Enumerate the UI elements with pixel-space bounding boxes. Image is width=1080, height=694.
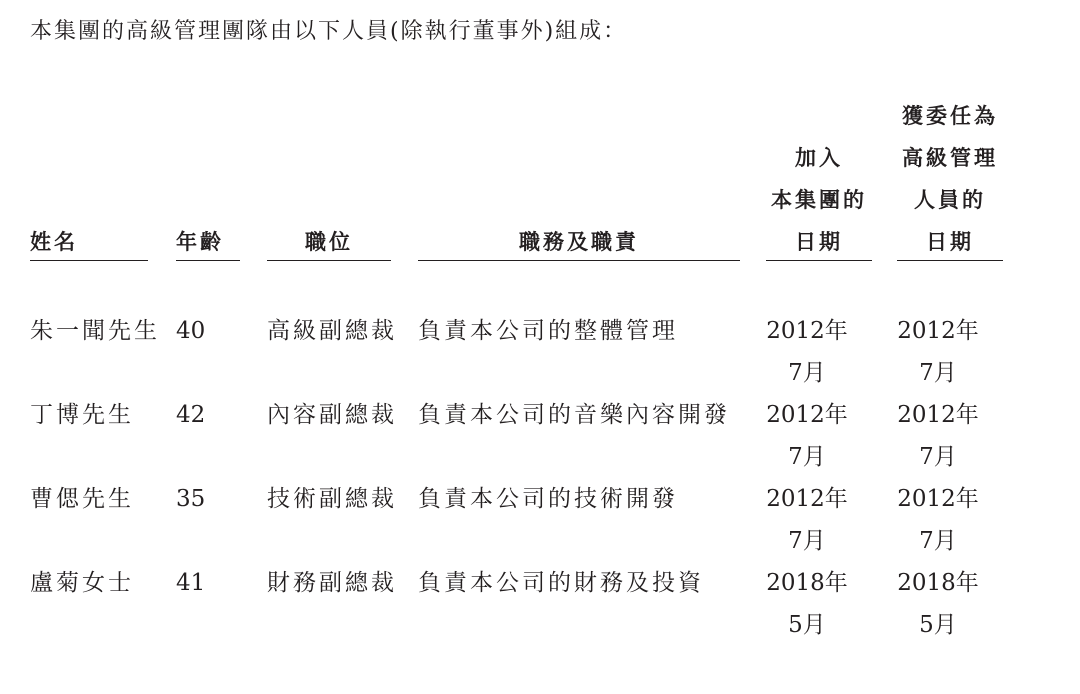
header-join-date-line: 日期 — [795, 230, 843, 254]
table-row-position: 高級副總裁 — [267, 318, 397, 344]
header-appoint-date-line: 高級管理 — [902, 146, 998, 170]
table-row-name: 朱一聞先生 — [30, 318, 160, 344]
table-row-position: 財務副總裁 — [267, 570, 397, 596]
table-row-name: 盧菊女士 — [30, 570, 134, 596]
appoint-date-year: 2012年 — [897, 402, 979, 428]
header-join-date — [766, 137, 872, 263]
appoint-date-month: 5月 — [919, 612, 957, 638]
table-row-duties: 負責本公司的整體管理 — [418, 318, 678, 344]
join-date-month: 7月 — [788, 360, 826, 386]
table-row-position: 內容副總裁 — [267, 402, 397, 428]
header-appoint-date-line: 人員的 — [914, 188, 986, 212]
header-appoint-date-line: 日期 — [926, 230, 974, 254]
appoint-date-year: 2012年 — [897, 486, 979, 512]
table-row-appoint-date — [897, 562, 979, 646]
table-row-join-date — [766, 310, 848, 394]
header-rule-join-date — [766, 260, 872, 261]
table-row-appoint-date — [897, 478, 979, 562]
table-row-duties: 負責本公司的音樂內容開發 — [418, 402, 730, 428]
header-appoint-date-line: 獲委任為 — [902, 104, 998, 128]
header-position: 職位 — [305, 230, 353, 254]
header-appoint-date — [897, 95, 1003, 263]
header-rule-appoint-date — [897, 260, 1003, 261]
table-row-join-date — [766, 562, 848, 646]
header-name: 姓名 — [30, 230, 78, 254]
table-row-appoint-date — [897, 310, 979, 394]
join-date-month: 7月 — [788, 444, 826, 470]
join-date-year: 2012年 — [766, 318, 848, 344]
table-row-age: 41 — [176, 570, 206, 596]
join-date-month: 5月 — [788, 612, 826, 638]
table-row-appoint-date — [897, 394, 979, 478]
table-row-name: 丁博先生 — [30, 402, 134, 428]
table-row-join-date — [766, 394, 848, 478]
header-age: 年齡 — [176, 230, 224, 254]
table-row-duties: 負責本公司的財務及投資 — [418, 570, 704, 596]
header-join-date-line: 加入 — [795, 146, 843, 170]
intro-text: 本集團的高級管理團隊由以下人員(除執行董事外)組成： — [30, 19, 628, 44]
header-rule-age — [176, 260, 240, 261]
appoint-date-month: 7月 — [919, 444, 957, 470]
join-date-year: 2012年 — [766, 486, 848, 512]
header-rule-name — [30, 260, 148, 261]
header-rule-duties — [418, 260, 740, 261]
join-date-year: 2018年 — [766, 570, 848, 596]
table-row-position: 技術副總裁 — [267, 486, 397, 512]
table-row-name: 曹偲先生 — [30, 486, 134, 512]
appoint-date-month: 7月 — [919, 360, 957, 386]
table-row-duties: 負責本公司的技術開發 — [418, 486, 678, 512]
join-date-year: 2012年 — [766, 402, 848, 428]
header-rule-position — [267, 260, 391, 261]
table-row-join-date — [766, 478, 848, 562]
header-duties: 職務及職責 — [519, 230, 639, 254]
join-date-month: 7月 — [788, 528, 826, 554]
table-row-age: 42 — [176, 402, 206, 428]
header-join-date-line: 本集團的 — [771, 188, 867, 212]
table-row-age: 35 — [176, 486, 206, 512]
table-row-age: 40 — [176, 318, 206, 344]
appoint-date-month: 7月 — [919, 528, 957, 554]
appoint-date-year: 2012年 — [897, 318, 979, 344]
appoint-date-year: 2018年 — [897, 570, 979, 596]
